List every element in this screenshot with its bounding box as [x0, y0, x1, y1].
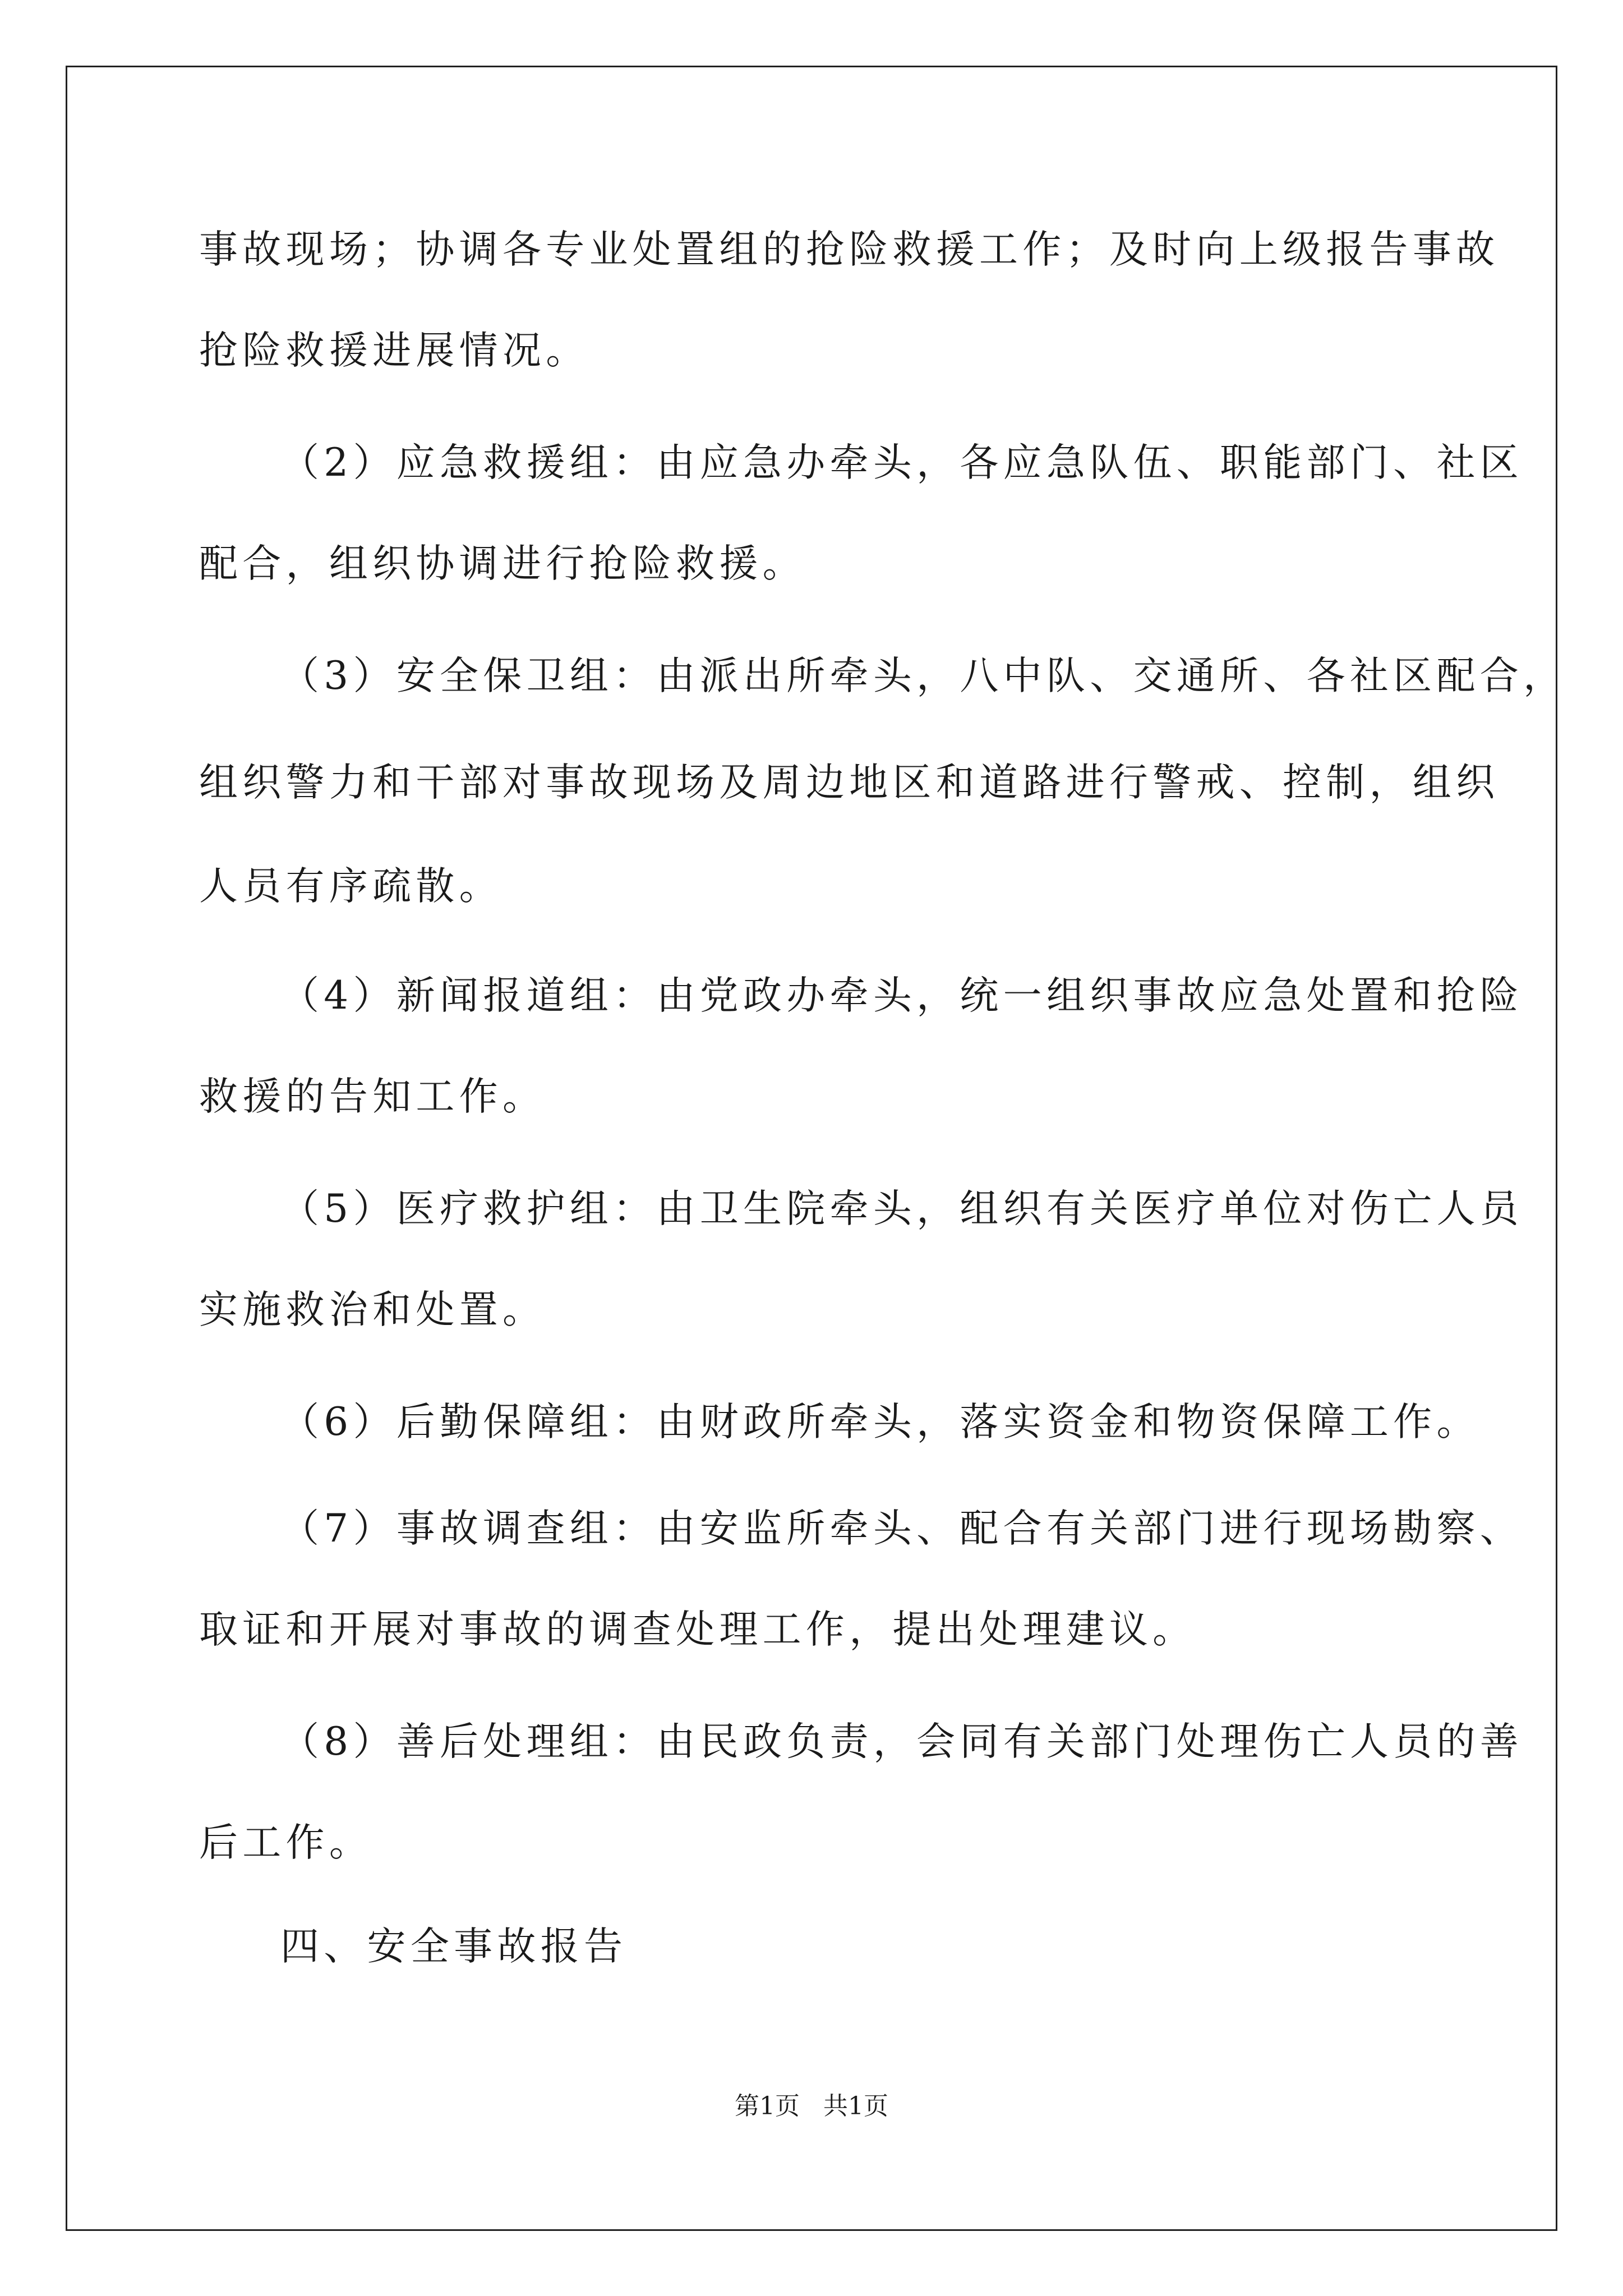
- paragraph-line: 救援的告知工作。: [199, 1074, 546, 1119]
- paragraph-line: 配合，组织协调进行抢险救援。: [199, 541, 806, 586]
- page-border: [66, 66, 1557, 2231]
- paragraph-line: （3）安全保卫组：由派出所牵头，八中队、交通所、各社区配合，: [280, 654, 1567, 698]
- paragraph-line: （8）善后处理组：由民政负责，会同有关部门处理伤亡人员的善: [280, 1719, 1524, 1764]
- paragraph-line: 取证和开展对事故的调查处理工作，提出处理建议。: [199, 1607, 1196, 1652]
- section-heading: 四、安全事故报告: [280, 1924, 628, 1969]
- paragraph-line: （4）新闻报道组：由党政办牵头，统一组织事故应急处置和抢险: [280, 973, 1524, 1018]
- paragraph-line: 抢险救援进展情况。: [199, 328, 589, 373]
- paragraph-line: 事故现场；协调各专业处置组的抢险救援工作；及时向上级报告事故: [199, 227, 1500, 272]
- paragraph-line: 人员有序疏散。: [199, 864, 502, 909]
- paragraph-line: 后工作。: [199, 1820, 373, 1865]
- paragraph-line: 实施救治和处置。: [199, 1287, 546, 1332]
- page-number: 第1页 共1页: [735, 2092, 888, 2120]
- paragraph-line: （5）医疗救护组：由卫生院牵头，组织有关医疗单位对伤亡人员: [280, 1186, 1524, 1231]
- paragraph-line: （2）应急救援组：由应急办牵头，各应急队伍、职能部门、社区: [280, 440, 1524, 485]
- paragraph-line: （6）后勤保障组：由财政所牵头，落实资金和物资保障工作。: [280, 1400, 1480, 1444]
- paragraph-line: （7）事故调查组：由安监所牵头、配合有关部门进行现场勘察、: [280, 1506, 1524, 1551]
- paragraph-line: 组织警力和干部对事故现场及周边地区和道路进行警戒、控制，组织: [199, 760, 1500, 805]
